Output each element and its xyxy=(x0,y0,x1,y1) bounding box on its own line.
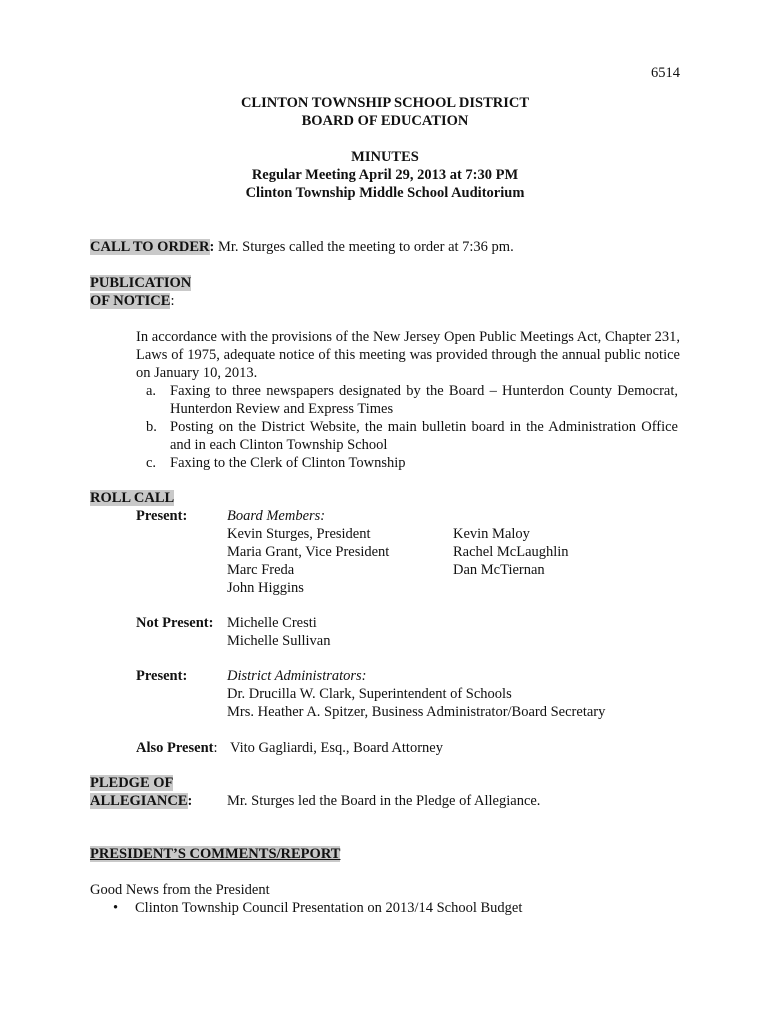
president-item-text: Clinton Township Council Presentation on 2013/14 School Budget xyxy=(135,900,523,916)
publication-item-c xyxy=(136,454,678,472)
board-member: John Higgins xyxy=(227,580,304,596)
pledge-text: Mr. Sturges led the Board in the Pledge of Allegiance. xyxy=(227,793,541,809)
not-present-label: Not Present: xyxy=(136,615,214,631)
also-present xyxy=(136,739,218,757)
roll-call-heading xyxy=(90,489,174,507)
call-to-order-heading: CALL TO ORDER xyxy=(90,239,210,255)
pledge-heading-line2: ALLEGIANCE xyxy=(90,793,188,809)
call-to-order-colon: : xyxy=(209,239,215,255)
minutes-title: MINUTES xyxy=(351,149,419,165)
board-member: Kevin Maloy xyxy=(453,526,530,542)
president-heading-text: PRESIDENT’S COMMENTS/REPORT xyxy=(90,846,341,862)
item-letter: b. xyxy=(146,419,157,435)
president-list-item xyxy=(113,899,522,917)
publication-item-a xyxy=(136,382,678,418)
meeting-date: Regular Meeting April 29, 2013 at 7:30 PM xyxy=(251,167,519,183)
roll-call-heading-text: ROLL CALL xyxy=(90,490,175,506)
pledge-heading xyxy=(90,774,192,810)
publication-heading xyxy=(90,274,191,310)
present-admins-label: Present: xyxy=(136,668,188,684)
board-member: Maria Grant, Vice President xyxy=(227,544,390,560)
item-letter: a. xyxy=(146,383,157,399)
board-members-label: Board Members: xyxy=(227,508,326,524)
admins-label: District Administrators: xyxy=(227,668,367,684)
board-title: BOARD OF EDUCATION xyxy=(301,113,469,129)
pledge-colon: : xyxy=(187,793,193,809)
board-member: Rachel McLaughlin xyxy=(453,544,569,560)
item-text: Faxing to three newspapers designated by the Board – Hunterdon County Democrat, Hunterdon Review and Express Times xyxy=(170,383,678,417)
board-member: Kevin Sturges, President xyxy=(227,526,371,542)
publication-intro: In accordance with the provisions of the New Jersey Open Public Meetings Act, Chapter 231, Laws of 1975, adequate notice of this meeting was provided through the annual public notice on January 10, 2013. xyxy=(136,329,680,381)
absent-member: Michelle Sullivan xyxy=(227,633,331,649)
also-present-label: Also Present xyxy=(136,740,214,756)
administrator: Mrs. Heather A. Spitzer, Business Administrator/Board Secretary xyxy=(227,704,606,720)
absent-member: Michelle Cresti xyxy=(227,615,317,631)
item-letter: c. xyxy=(146,455,157,471)
publication-item-b xyxy=(136,418,678,454)
call-to-order xyxy=(90,238,514,256)
item-text: Faxing to the Clerk of Clinton Township xyxy=(170,455,406,471)
members-column-1 xyxy=(227,525,389,597)
publication-heading-line1: PUBLICATION xyxy=(90,275,192,291)
board-member: Dan McTiernan xyxy=(453,562,545,578)
publication-heading-line2: OF NOTICE xyxy=(90,293,171,309)
also-present-name: Vito Gagliardi, Esq., Board Attorney xyxy=(230,740,443,756)
president-heading xyxy=(90,845,340,863)
pledge-heading-line1: PLEDGE OF xyxy=(90,775,174,791)
district-title: CLINTON TOWNSHIP SCHOOL DISTRICT xyxy=(240,95,530,111)
page-number: 6514 xyxy=(651,65,680,81)
admins-list xyxy=(227,667,605,721)
administrator: Dr. Drucilla W. Clark, Superintendent of Schools xyxy=(227,686,512,702)
item-text: Posting on the District Website, the main bulletin board in the Administration Office and in each Clinton Township School xyxy=(170,419,678,453)
also-present-colon: : xyxy=(213,740,218,756)
members-column-2 xyxy=(453,525,569,579)
board-member: Marc Freda xyxy=(227,562,295,578)
not-present-list xyxy=(227,614,331,650)
publication-colon: : xyxy=(170,293,175,309)
present-label: Present: xyxy=(136,508,188,524)
bullet: • xyxy=(113,900,119,916)
president-intro: Good News from the President xyxy=(90,882,270,898)
meeting-location: Clinton Township Middle School Auditorium xyxy=(245,185,525,201)
call-to-order-text: Mr. Sturges called the meeting to order at 7:36 pm. xyxy=(214,239,514,255)
